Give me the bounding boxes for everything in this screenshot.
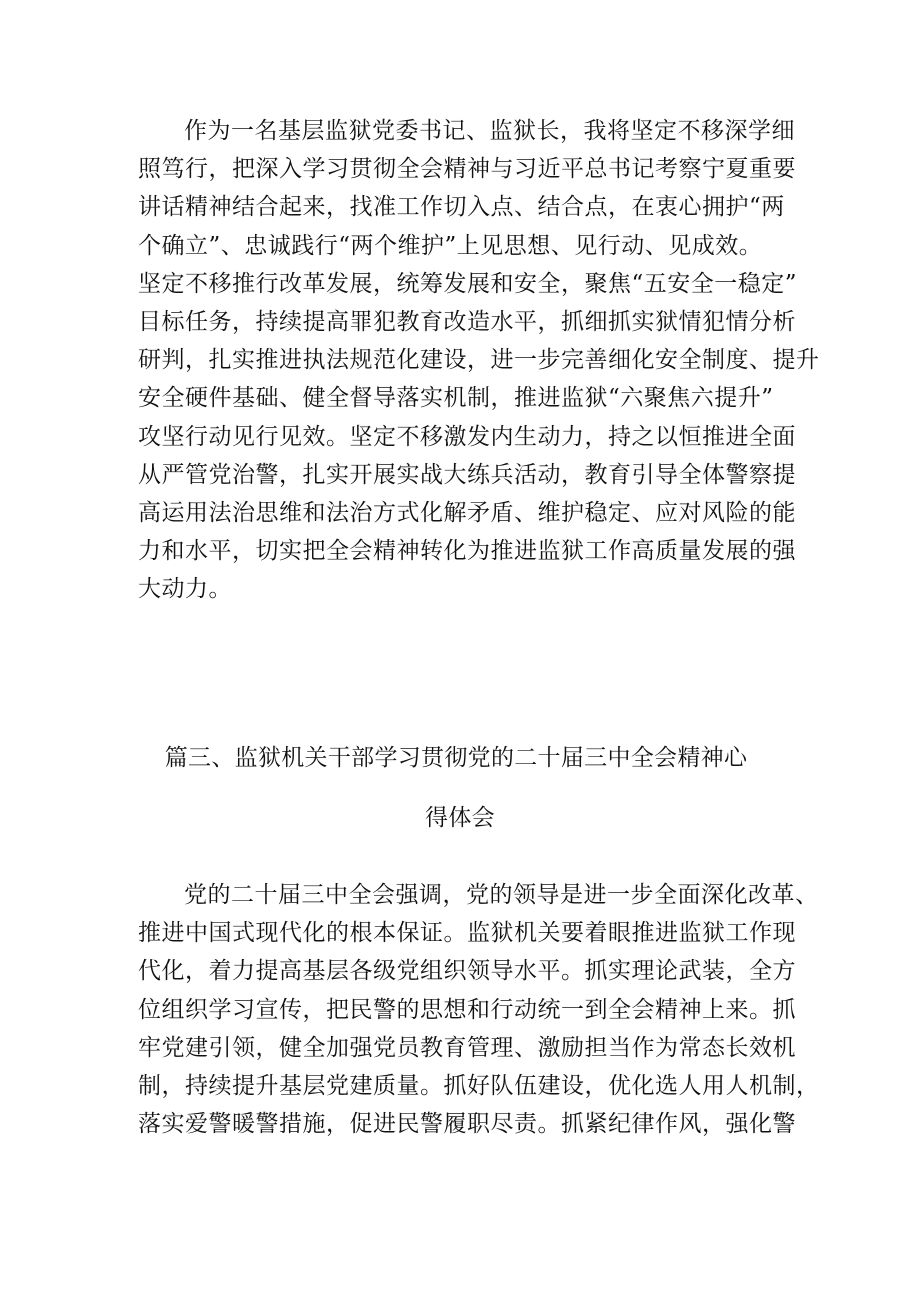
text-line: 坚定不移推行改革发展，统筹发展和安全，聚焦“五安全一稳定” bbox=[138, 270, 798, 297]
text-line: 讲话精神结合起来，找准工作切入点、结合点，在衷心拥护“两 bbox=[138, 194, 785, 221]
section-heading-line-2: 得体会 bbox=[425, 805, 495, 831]
text-line: 安全硬件基础、健全督导落实机制，推进监狱“六聚焦六提升” bbox=[138, 385, 774, 412]
text-line: 推进中国式现代化的根本保证。监狱机关要着眼推进监狱工作现 bbox=[138, 920, 796, 947]
section-heading-line-1: 篇三、监狱机关干部学习贯彻党的二十届三中全会精神心 bbox=[164, 745, 748, 771]
text-line: 照笃行，把深入学习贯彻全会精神与习近平总书记考察宁夏重要 bbox=[138, 156, 796, 183]
text-line: 落实爱警暖警措施，促进民警履职尽责。抓紧纪律作风，强化警 bbox=[138, 1111, 796, 1138]
text-line: 研判，扎实推进执法规范化建设，进一步完善细化安全制度、提升 bbox=[138, 347, 820, 374]
section-heading bbox=[0, 728, 920, 848]
text-line: 目标任务，持续提高罪犯教育改造水平，抓细抓实狱情犯情分析 bbox=[138, 309, 796, 336]
text-line: 制，持续提升基层党建质量。抓好队伍建设，优化选人用人机制， bbox=[138, 1073, 820, 1100]
paragraph-party-leadership bbox=[138, 876, 820, 1143]
text-line: 位组织学习宣传，把民警的思想和行动统一到全会精神上来。抓 bbox=[138, 996, 796, 1023]
text-line: 攻坚行动见行见效。坚定不移激发内生动力，持之以恒推进全面 bbox=[138, 423, 796, 450]
text-line: 代化，着力提高基层各级党组织领导水平。抓实理论武装，全方 bbox=[138, 958, 796, 985]
text-line: 个确立”、忠诚践行“两个维护”上见思想、见行动、见成效。 bbox=[138, 232, 763, 259]
text-line: 从严管党治警，扎实开展实战大练兵活动，教育引导全体警察提 bbox=[138, 461, 796, 488]
text-line: 大动力。 bbox=[138, 576, 232, 603]
text-line: 作为一名基层监狱党委书记、监狱长，我将坚定不移深学细 bbox=[184, 118, 795, 144]
paragraph-party-secretary-commitment bbox=[138, 112, 820, 609]
text-line: 党的二十届三中全会强调，党的领导是进一步全面深化改革、 bbox=[184, 882, 819, 908]
text-line: 力和水平，切实把全会精神转化为推进监狱工作高质量发展的强 bbox=[138, 538, 796, 565]
text-line: 牢党建引领，健全加强党员教育管理、激励担当作为常态长效机 bbox=[138, 1034, 796, 1061]
text-line: 高运用法治思维和法治方式化解矛盾、维护稳定、应对风险的能 bbox=[138, 500, 796, 527]
